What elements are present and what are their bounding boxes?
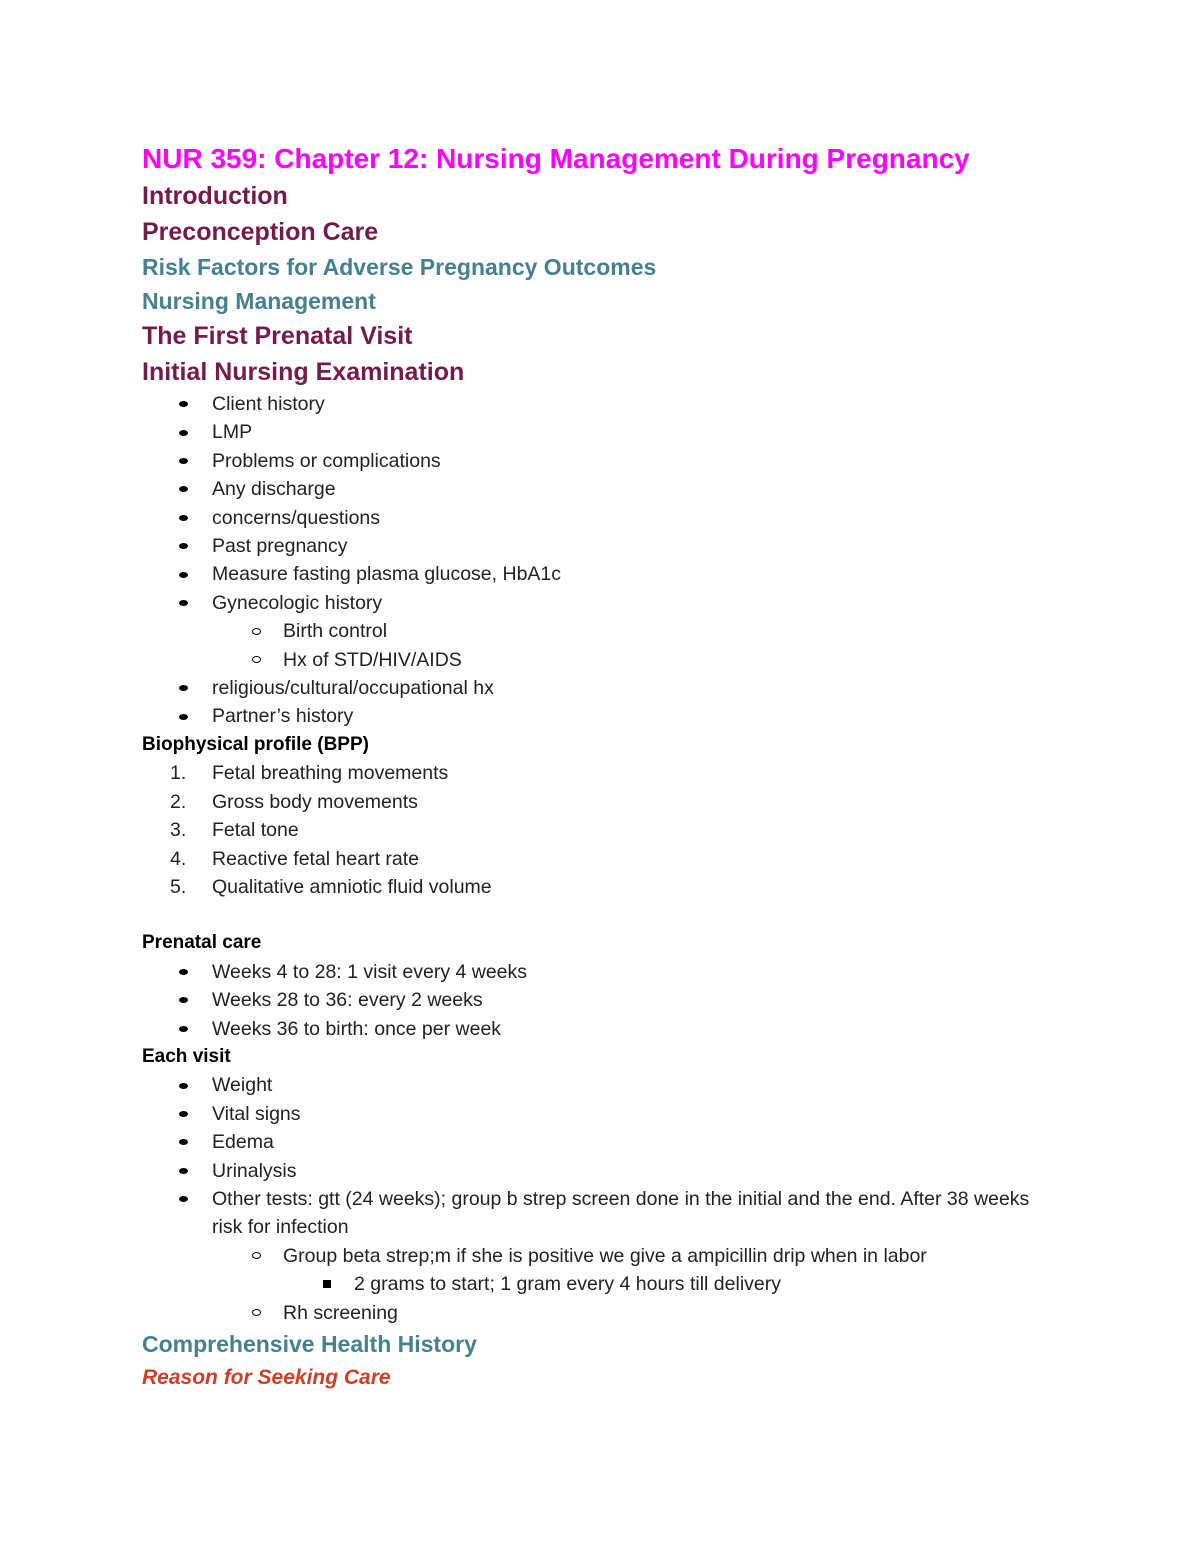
list-item: Past pregnancy bbox=[142, 532, 1062, 560]
list-item: 1. Fetal breathing movements bbox=[142, 759, 1062, 787]
heading-first-prenatal-visit: The First Prenatal Visit bbox=[142, 322, 413, 350]
list-item: Weeks 4 to 28: 1 visit every 4 weeks bbox=[142, 958, 1062, 986]
list-item: Gynecologic history bbox=[142, 589, 1062, 617]
list-item: Client history bbox=[142, 390, 1062, 418]
label-prenatal-care: Prenatal care bbox=[142, 932, 262, 954]
each-visit-list bbox=[142, 1071, 1062, 1241]
list-item: 5. Qualitative amniotic fluid volume bbox=[142, 873, 1062, 901]
list-item: Group beta strep;m if she is positive we give a ampicillin drip when in labor bbox=[142, 1242, 1062, 1270]
list-item: 3. Fetal tone bbox=[142, 816, 1062, 844]
list-number: 4. bbox=[170, 847, 187, 870]
list-item: Rh screening bbox=[142, 1299, 1062, 1327]
list-item: concerns/questions bbox=[142, 504, 1062, 532]
list-item: religious/cultural/occupational hx bbox=[142, 674, 1062, 702]
bullet-icon bbox=[172, 986, 194, 1014]
bullet-icon bbox=[172, 390, 194, 418]
list-number: 2. bbox=[170, 790, 187, 813]
bullet-icon bbox=[172, 418, 194, 446]
heading-nursing-management: Nursing Management bbox=[142, 288, 376, 314]
list-item: Problems or complications bbox=[142, 447, 1062, 475]
heading-initial-nursing-examination: Initial Nursing Examination bbox=[142, 358, 465, 386]
list-item: Measure fasting plasma glucose, HbA1c bbox=[142, 560, 1062, 588]
blank-line bbox=[142, 901, 1062, 929]
bullet-icon bbox=[172, 1157, 194, 1185]
bullet-icon bbox=[172, 958, 194, 986]
hollow-bullet-icon bbox=[245, 1299, 267, 1327]
heading-comprehensive-health-history: Comprehensive Health History bbox=[142, 1331, 477, 1357]
bullet-icon bbox=[172, 674, 194, 702]
hollow-bullet-icon bbox=[245, 617, 267, 645]
list-item: Weeks 28 to 36: every 2 weeks bbox=[142, 986, 1062, 1014]
hollow-bullet-icon bbox=[245, 1242, 267, 1270]
bullet-icon bbox=[172, 532, 194, 560]
list-item: Birth control bbox=[142, 617, 1062, 645]
other-tests-sublist bbox=[142, 1242, 1062, 1270]
list-item: 4. Reactive fetal heart rate bbox=[142, 845, 1062, 873]
initial-exam-list-continued bbox=[142, 674, 1062, 731]
list-item: 2 grams to start; 1 gram every 4 hours till delivery bbox=[142, 1270, 1062, 1298]
heading-introduction: Introduction bbox=[142, 182, 288, 210]
list-item: 2. Gross body movements bbox=[142, 788, 1062, 816]
bpp-list bbox=[142, 759, 1062, 901]
document-page bbox=[142, 140, 1062, 1395]
bullet-icon bbox=[172, 1185, 194, 1213]
bullet-icon bbox=[172, 589, 194, 617]
bullet-icon bbox=[172, 1128, 194, 1156]
gynecologic-sublist bbox=[142, 617, 1062, 674]
list-number: 1. bbox=[170, 762, 187, 785]
list-item: Partner’s history bbox=[142, 702, 1062, 730]
list-item: Other tests: gtt (24 weeks); group b strep screen done in the initial and the end. After 38 weeks risk for infection bbox=[142, 1185, 1062, 1242]
list-number: 5. bbox=[170, 875, 187, 898]
label-biophysical-profile: Biophysical profile (BPP) bbox=[142, 733, 369, 755]
list-item: Hx of STD/HIV/AIDS bbox=[142, 646, 1062, 674]
label-each-visit: Each visit bbox=[142, 1045, 231, 1067]
document-title: NUR 359: Chapter 12: Nursing Management During Pregnancy bbox=[142, 143, 970, 174]
list-item: Vital signs bbox=[142, 1100, 1062, 1128]
list-item: Weeks 36 to birth: once per week bbox=[142, 1015, 1062, 1043]
other-tests-sublist-continued bbox=[142, 1299, 1062, 1327]
list-item: Edema bbox=[142, 1128, 1062, 1156]
list-item: Weight bbox=[142, 1071, 1062, 1099]
list-item: Urinalysis bbox=[142, 1157, 1062, 1185]
heading-risk-factors: Risk Factors for Adverse Pregnancy Outcomes bbox=[142, 254, 657, 280]
list-number: 3. bbox=[170, 819, 187, 842]
bullet-icon bbox=[172, 702, 194, 730]
square-bullet-icon bbox=[316, 1270, 338, 1298]
initial-exam-list bbox=[142, 390, 1062, 617]
bullet-icon bbox=[172, 1071, 194, 1099]
heading-reason-for-seeking-care: Reason for Seeking Care bbox=[142, 1366, 391, 1389]
heading-preconception-care: Preconception Care bbox=[142, 218, 379, 246]
bullet-icon bbox=[172, 1100, 194, 1128]
prenatal-care-list bbox=[142, 958, 1062, 1043]
hollow-bullet-icon bbox=[245, 646, 267, 674]
bullet-icon bbox=[172, 447, 194, 475]
bullet-icon bbox=[172, 504, 194, 532]
ampicillin-sublist bbox=[142, 1270, 1062, 1298]
bullet-icon bbox=[172, 475, 194, 503]
bullet-icon bbox=[172, 560, 194, 588]
list-item: Any discharge bbox=[142, 475, 1062, 503]
bullet-icon bbox=[172, 1015, 194, 1043]
list-item: LMP bbox=[142, 418, 1062, 446]
